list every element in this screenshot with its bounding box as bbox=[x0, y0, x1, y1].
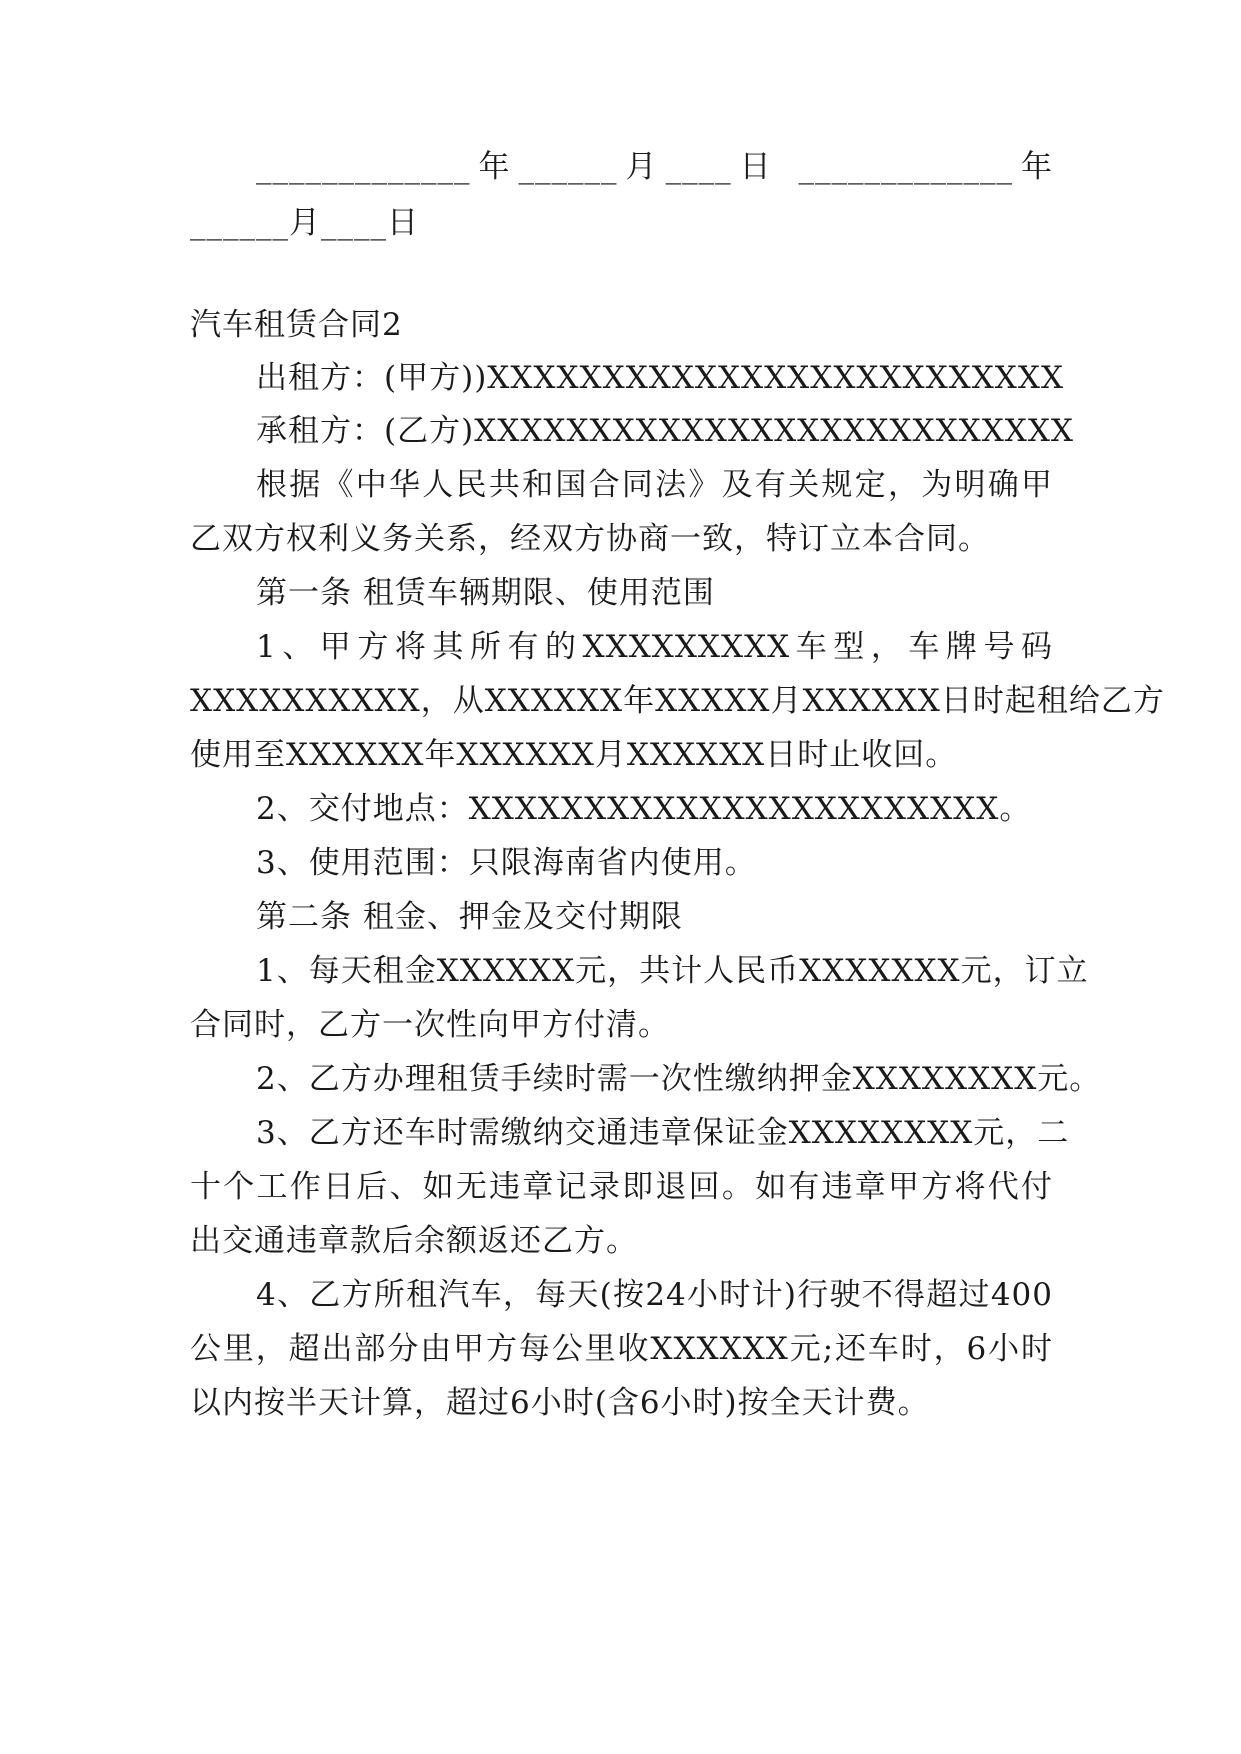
article2-item3-line-3: 出交通违章款后余额返还乙方。 bbox=[190, 1223, 638, 1259]
article2-item4-line-3: 以内按半天计算，超过6小时(含6小时)按全天计费。 bbox=[190, 1385, 930, 1421]
date-line-2: ______月____日 bbox=[190, 205, 419, 241]
preamble-line-2: 乙双方权利义务关系，经双方协商一致，特订立本合同。 bbox=[190, 521, 990, 557]
article2-item4-line-1: 4、乙方所租汽车，每天(按24小时计)行驶不得超过400 bbox=[256, 1277, 1053, 1313]
lessor-line: 出租方：(甲方))XXXXXXXXXXXXXXXXXXXXXXXXX bbox=[256, 360, 1065, 396]
article1-heading: 第一条 租赁车辆期限、使用范围 bbox=[256, 575, 715, 611]
document-title: 汽车租赁合同2 bbox=[190, 307, 403, 343]
date-line-1: _____________年______月____日 _____________年 bbox=[256, 149, 1053, 185]
article1-item3: 3、使用范围：只限海南省内使用。 bbox=[256, 845, 757, 881]
article1-item1-line-1: 1、甲方将其所有的XXXXXXXXX车型，车牌号码 bbox=[256, 629, 1053, 665]
lessee-line: 承租方：(乙方)XXXXXXXXXXXXXXXXXXXXXXXXXX bbox=[256, 413, 1074, 449]
article2-item3-line-1: 3、乙方还车时需缴纳交通违章保证金XXXXXXXX元，二 bbox=[256, 1115, 1070, 1151]
article1-item1-line-2: XXXXXXXXXX，从XXXXXX年XXXXX月XXXXXX日时起租给乙方 bbox=[190, 683, 1165, 719]
article2-item2: 2、乙方办理租赁手续时需一次性缴纳押金XXXXXXXX元。 bbox=[256, 1061, 1102, 1097]
preamble-line-1: 根据《中华人民共和国合同法》及有关规定，为明确甲 bbox=[256, 467, 1053, 503]
article1-item2: 2、交付地点：XXXXXXXXXXXXXXXXXXXXXXX。 bbox=[256, 791, 1032, 827]
article2-item1-line-1: 1、每天租金XXXXXX元，共计人民币XXXXXXX元，订立 bbox=[256, 953, 1089, 989]
article2-item1-line-2: 合同时，乙方一次性向甲方付清。 bbox=[190, 1007, 670, 1043]
article2-item4-line-2: 公里，超出部分由甲方每公里收XXXXXX元;还车时，6小时 bbox=[190, 1331, 1053, 1367]
article2-heading: 第二条 租金、押金及交付期限 bbox=[256, 899, 683, 935]
article1-item1-line-3: 使用至XXXXXX年XXXXXX月XXXXXX日时止收回。 bbox=[190, 737, 958, 773]
article2-item3-line-2: 十个工作日后、如无违章记录即退回。如有违章甲方将代付 bbox=[190, 1169, 1053, 1205]
